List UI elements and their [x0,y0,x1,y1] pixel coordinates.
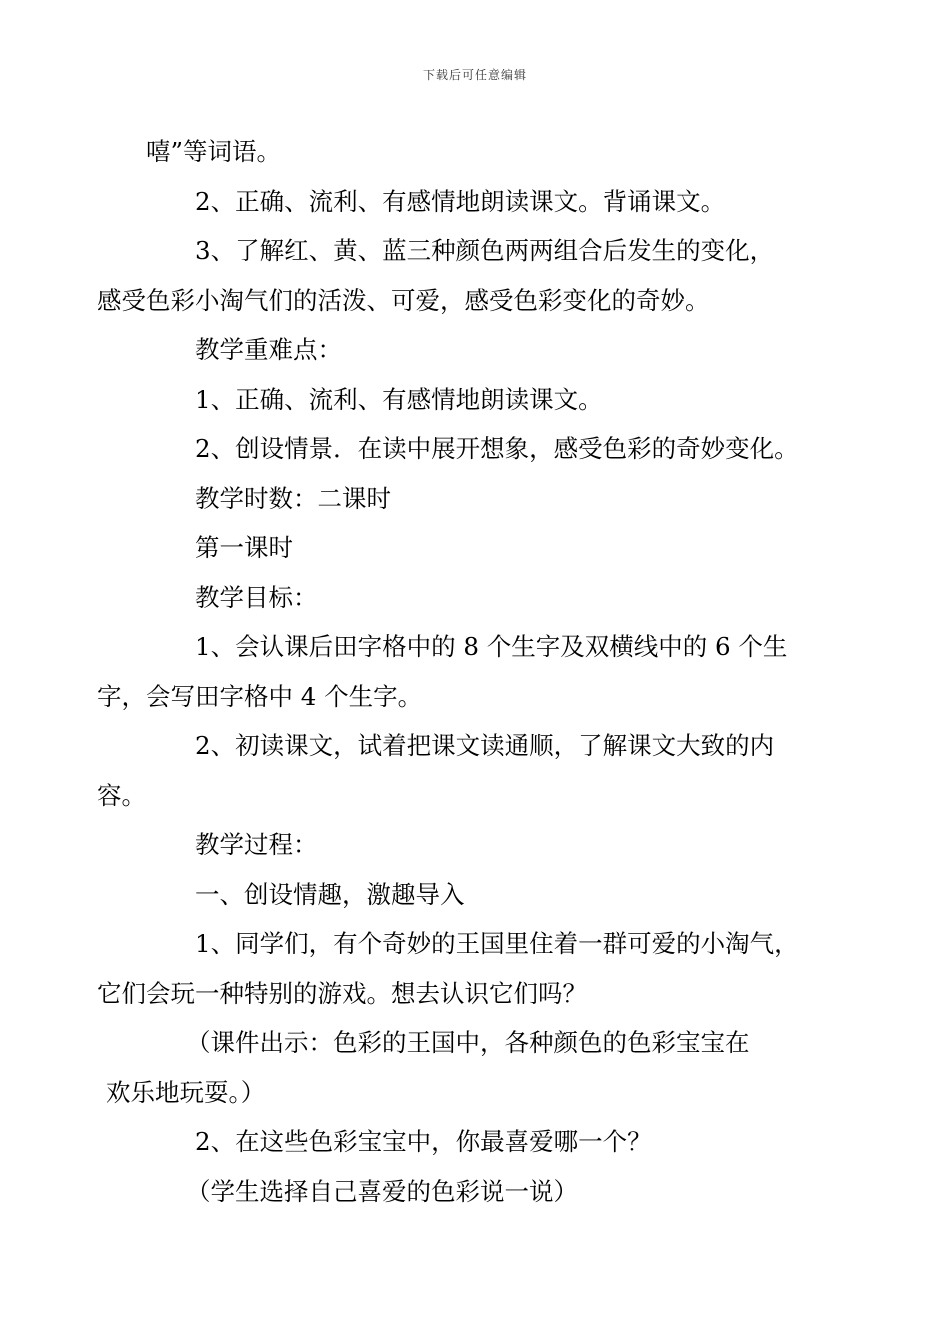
line: 1、正确、流利、有感情地朗读课文。 [195,384,603,414]
line: 一、创设情趣，激趣导入 [195,879,465,909]
line: 教学目标： [195,582,318,612]
paragraph-2 [146,177,816,227]
line: 感受色彩小淘气们的活泼、可爱，感受色彩变化的奇妙。 [97,285,710,315]
line: 第一课时 [195,533,293,562]
paragraph-15 [106,1018,816,1117]
line: 它们会玩一种特别的游戏。想去认识它们吗？ [97,978,587,1008]
paragraph-3 [97,226,816,325]
page-header: 下载后可任意编辑 [422,68,527,82]
line: 1、会认课后田字格中的 8 个生字及双横线中的 6 个生 [195,632,788,661]
paragraph-8 [146,523,816,573]
line: 2、正确、流利、有感情地朗读课文。背诵课文。 [195,186,726,216]
line: 2、创设情景．在读中展开想象，感受色彩的奇妙变化。 [195,434,799,463]
line: 字，会写田字格中 4 个生字。 [97,681,423,711]
line: （学生选择自己喜爱的色彩说一说） [186,1176,578,1206]
line: 容。 [97,780,146,810]
paragraph-17 [146,1167,816,1217]
line: 嘻”等词语。 [146,137,282,166]
line: 2、初读课文，试着把课文读通顺，了解课文大致的内 [195,731,775,760]
document-body [97,127,816,1216]
line: 欢乐地玩耍。） [106,1077,266,1107]
line: 教学过程： [195,830,318,859]
paragraph-14 [97,919,816,1018]
paragraph-9 [146,573,816,623]
paragraph-11 [97,721,816,820]
line: （课件出示：色彩的王国中，各种颜色的色彩宝宝在 [186,1028,750,1057]
paragraph-5 [146,375,816,425]
paragraph-13 [146,870,816,920]
paragraph-16 [146,1117,816,1167]
paragraph-4 [146,325,816,375]
paragraph-7 [146,474,816,524]
line: 教学时数：二课时 [195,483,391,513]
paragraph-1 [146,127,816,177]
paragraph-12 [146,820,816,870]
line: 3、了解红、黄、蓝三种颜色两两组合后发生的变化， [195,236,775,265]
paragraph-10 [97,622,816,721]
line: 2、在这些色彩宝宝中，你最喜爱哪一个？ [195,1127,652,1156]
line: 1、同学们，有个奇妙的王国里住着一群可爱的小淘气， [195,929,799,958]
paragraph-6 [146,424,816,474]
line: 教学重难点： [195,335,342,364]
